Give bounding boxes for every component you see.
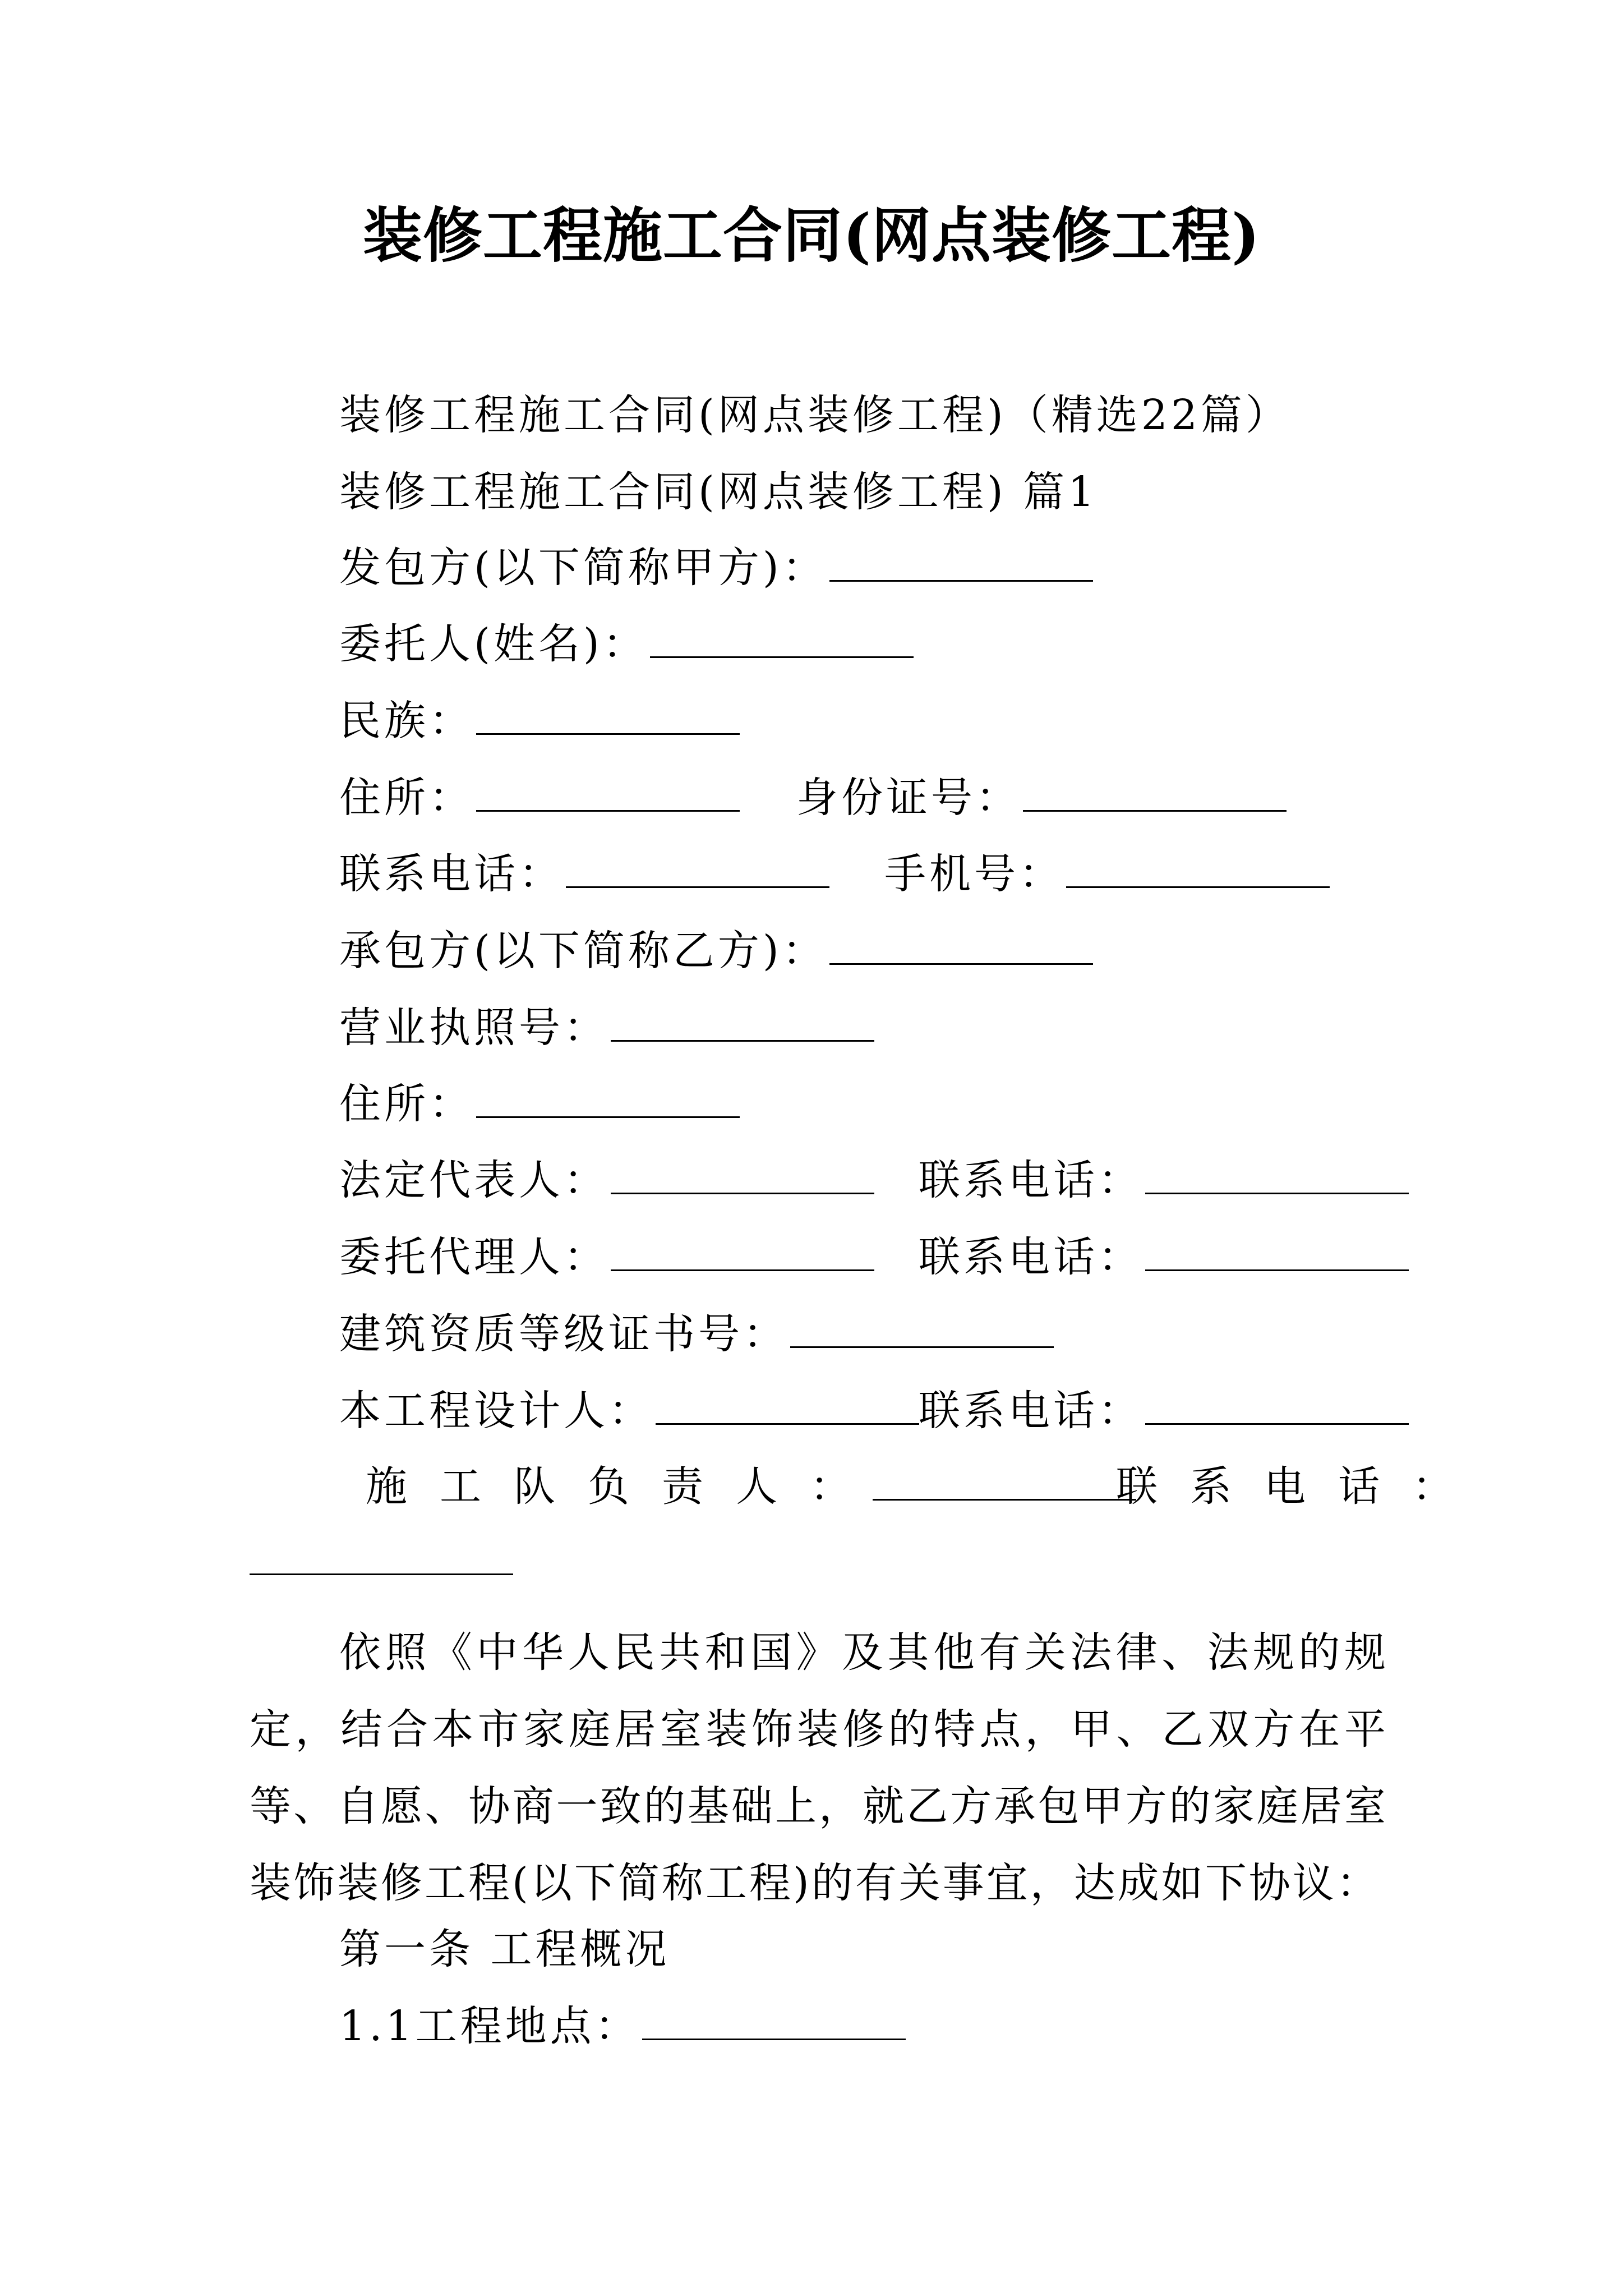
legal-rep-phone-field <box>919 1152 1409 1208</box>
proxy-phone-blank <box>1145 1266 1409 1271</box>
proxy-label: 委托代理人： <box>339 1233 608 1281</box>
mobile-blank <box>1066 883 1330 888</box>
team-leader-phone-label: 联系电话： <box>1116 1462 1486 1511</box>
license-label: 营业执照号： <box>339 1004 608 1052</box>
license-blank <box>611 1037 874 1042</box>
proxy-blank <box>611 1266 874 1271</box>
team-leader-blank <box>873 1496 1136 1501</box>
document-subtitle: 装修工程施工合同(网点装修工程)（精选22篇） <box>339 391 1290 439</box>
team-leader-phone-field <box>250 1533 513 1589</box>
team-leader-field <box>366 1458 1136 1515</box>
legal-rep-label: 法定代表人： <box>339 1156 608 1204</box>
ethnicity-field <box>339 693 740 749</box>
residence-label: 住所： <box>339 774 474 822</box>
residence-field <box>339 770 740 826</box>
id-number-blank <box>1023 807 1287 812</box>
qualification-label: 建筑资质等级证书号： <box>339 1310 788 1358</box>
agent-name-field <box>339 616 914 672</box>
designer-phone-field <box>919 1383 1409 1439</box>
agent-name-label: 委托人(姓名)： <box>339 620 648 668</box>
phone-blank <box>566 883 829 888</box>
legal-rep-field <box>339 1152 874 1208</box>
section-heading: 装修工程施工合同(网点装修工程) 篇1 <box>339 468 1098 516</box>
mobile-label: 手机号： <box>884 850 1064 898</box>
qualification-blank <box>790 1343 1054 1348</box>
contractor-label: 承包方(以下简称乙方)： <box>339 927 827 975</box>
employer-blank <box>829 577 1093 582</box>
proxy-phone-field <box>919 1229 1409 1285</box>
designer-phone-label: 联系电话： <box>919 1387 1143 1435</box>
proxy-field <box>339 1229 874 1285</box>
contractor-blank <box>829 960 1093 965</box>
id-number-field <box>796 770 1287 826</box>
contractor-field <box>339 923 1093 979</box>
license-field <box>339 1000 874 1056</box>
team-leader-phone-blank <box>250 1570 513 1575</box>
article-heading: 第一条 工程概况 <box>339 1925 670 1973</box>
residence-blank <box>476 807 740 812</box>
legal-rep-blank <box>611 1189 874 1194</box>
mobile-field <box>884 846 1330 902</box>
designer-blank <box>656 1420 919 1425</box>
employer-label: 发包方(以下简称甲方)： <box>339 544 827 592</box>
proxy-phone-label: 联系电话： <box>919 1233 1143 1281</box>
residence2-label: 住所： <box>339 1080 474 1128</box>
document-title: 装修工程施工合同(网点装修工程) <box>362 200 1261 270</box>
employer-field <box>339 540 1093 596</box>
residence2-field <box>339 1076 740 1132</box>
phone-label: 联系电话： <box>339 850 564 898</box>
project-location-blank <box>642 2035 906 2040</box>
legal-rep-phone-label: 联系电话： <box>919 1156 1143 1204</box>
body-paragraph: 依照《中华人民共和国》及其他有关法律、法规的规定，结合本市家庭居室装饰装修的特点，甲、乙双方在平等、自愿、协商一致的基础上，就乙方承包甲方的家庭居室装饰装修工程(以下简称工程)的有关事宜，达成如下协议： <box>250 1628 1388 1907</box>
id-number-label: 身份证号： <box>796 774 1021 822</box>
legal-rep-phone-blank <box>1145 1189 1409 1194</box>
project-location-label: 1.1工程地点： <box>339 2002 640 2050</box>
project-location-field <box>339 1998 906 2054</box>
designer-field <box>339 1383 919 1439</box>
residence2-blank <box>476 1113 740 1118</box>
team-leader-label: 施工队负责人： <box>366 1462 884 1511</box>
agent-name-blank <box>650 653 914 658</box>
designer-phone-blank <box>1145 1420 1409 1425</box>
ethnicity-blank <box>476 730 740 735</box>
qualification-field <box>339 1306 1054 1362</box>
phone-field <box>339 846 829 902</box>
designer-label: 本工程设计人： <box>339 1387 653 1435</box>
ethnicity-label: 民族： <box>339 697 474 745</box>
